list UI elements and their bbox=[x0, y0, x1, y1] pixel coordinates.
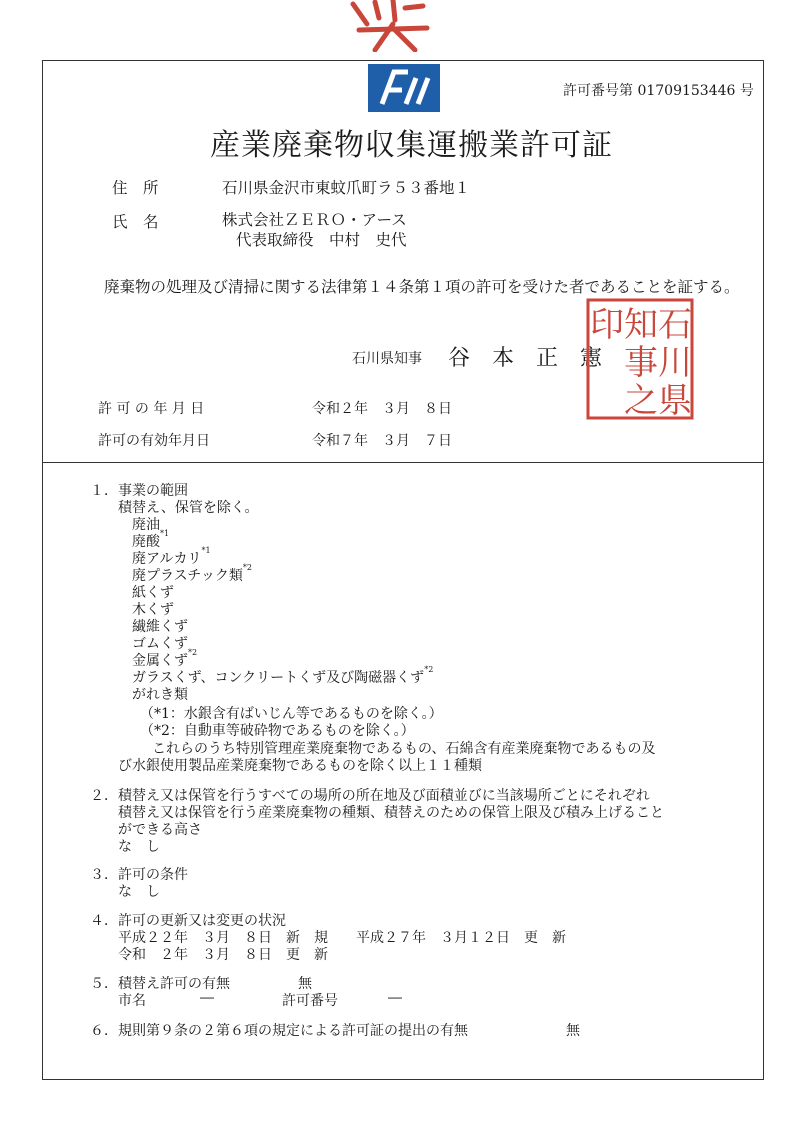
issuer-name: 谷 本 正 憲 bbox=[448, 346, 603, 371]
waste-item: ゴムくず bbox=[132, 636, 188, 652]
section6-heading: ６．規則第９条の２第６項の規定による許可証の提出の有無 bbox=[90, 1023, 468, 1039]
permit-number: 許可番号第 01709153446 号 bbox=[563, 83, 754, 99]
valid-date-label: 許可の有効年月日 bbox=[98, 433, 210, 449]
seal-column-3: 印 bbox=[590, 305, 624, 345]
section2-value: な し bbox=[118, 839, 160, 855]
transfer-permit-label: 許可番号 bbox=[282, 993, 338, 1009]
name-label: 氏 名 bbox=[112, 213, 159, 231]
waste-item: がれき類 bbox=[132, 687, 188, 703]
city-value: ― bbox=[200, 990, 214, 1006]
valid-date-value: 令和７年 ３月 ７日 bbox=[312, 433, 452, 449]
seal-column-2: 知事之 bbox=[624, 305, 658, 421]
page-title: 産業廃棄物収集運搬業許可証 bbox=[210, 128, 613, 163]
representative-name: 代表取締役 中村 史代 bbox=[236, 231, 407, 249]
renewal-row-1: 平成２２年 ３月 ８日 新 規 平成２７年 ３月１２日 更 新 bbox=[118, 930, 566, 946]
scope-intro: 積替え、保管を除く。 bbox=[118, 500, 259, 516]
waste-item: 廃酸$^{*1}$ bbox=[132, 529, 170, 550]
section6-value: 無 bbox=[566, 1023, 580, 1039]
permit-date-value: 令和２年 ３月 ８日 bbox=[312, 401, 452, 417]
section2-line2: 積替え又は保管を行う産業廃棄物の種類、積替えのための保管上限及び積み上げること bbox=[118, 805, 664, 821]
waste-item: 廃アルカリ$^{*1}$ bbox=[132, 546, 211, 567]
company-name: 株式会社ＺＥＲＯ・アース bbox=[222, 211, 407, 229]
footnote-2: （*2：自動車等破砕物であるものを除く。） bbox=[140, 723, 415, 739]
footnote-1: （*1：水銀含有ばいじん等であるものを除く。） bbox=[140, 706, 443, 722]
section5-value: 無 bbox=[298, 976, 312, 992]
ishikawa-logo-icon bbox=[368, 64, 440, 112]
renewal-row-2: 令和 ２年 ３月 ８日 更 新 bbox=[118, 947, 328, 963]
permit-date-label: 許 可 の 年 月 日 bbox=[98, 401, 205, 417]
section3-heading: ３．許可の条件 bbox=[90, 867, 188, 883]
scope-summary-line2: び水銀使用製品産業廃棄物であるものを除く以上１１種類 bbox=[118, 758, 482, 774]
certification-statement: 廃棄物の処理及び清掃に関する法律第１４条第１項の許可を受けた者であることを証する。 bbox=[104, 278, 740, 296]
section-divider bbox=[42, 462, 764, 463]
waste-item: 紙くず bbox=[132, 585, 174, 601]
seal-column-1: 石川県 bbox=[658, 305, 692, 421]
scope-summary-line1: これらのうち特別管理産業廃棄物であるもの、石綿含有産業廃棄物であるもの及 bbox=[152, 741, 656, 757]
section2-line1: ２．積替え又は保管を行うすべての場所の所在地及び面積並びに当該場所ごとにそれぞれ bbox=[90, 788, 650, 804]
scope-heading: １．事業の範囲 bbox=[90, 483, 188, 499]
section3-value: な し bbox=[118, 884, 160, 900]
waste-item: 廃油 bbox=[132, 517, 160, 533]
section4-heading: ４．許可の更新又は変更の状況 bbox=[90, 913, 286, 929]
issuer-office: 石川県知事 bbox=[352, 351, 422, 367]
address-value: 石川県金沢市東蚊爪町ラ５３番地１ bbox=[222, 179, 471, 197]
section2-line3: ができる高さ bbox=[118, 822, 202, 838]
top-seal-stamp-icon bbox=[345, 0, 440, 52]
governor-seal-icon bbox=[584, 296, 696, 422]
section5-heading: ５．積替え許可の有無 bbox=[90, 976, 230, 992]
waste-item: ガラスくず、コンクリートくず及び陶磁器くず$^{*2}$ bbox=[132, 665, 434, 686]
waste-item: 廃プラスチック類$^{*2}$ bbox=[132, 563, 252, 584]
city-label: 市名 bbox=[118, 993, 146, 1009]
waste-item: 繊維くず bbox=[132, 619, 188, 635]
waste-item: 金属くず$^{*2}$ bbox=[132, 648, 198, 669]
waste-item: 木くず bbox=[132, 602, 174, 618]
transfer-permit-value: ― bbox=[388, 990, 402, 1006]
address-label: 住 所 bbox=[112, 179, 159, 197]
